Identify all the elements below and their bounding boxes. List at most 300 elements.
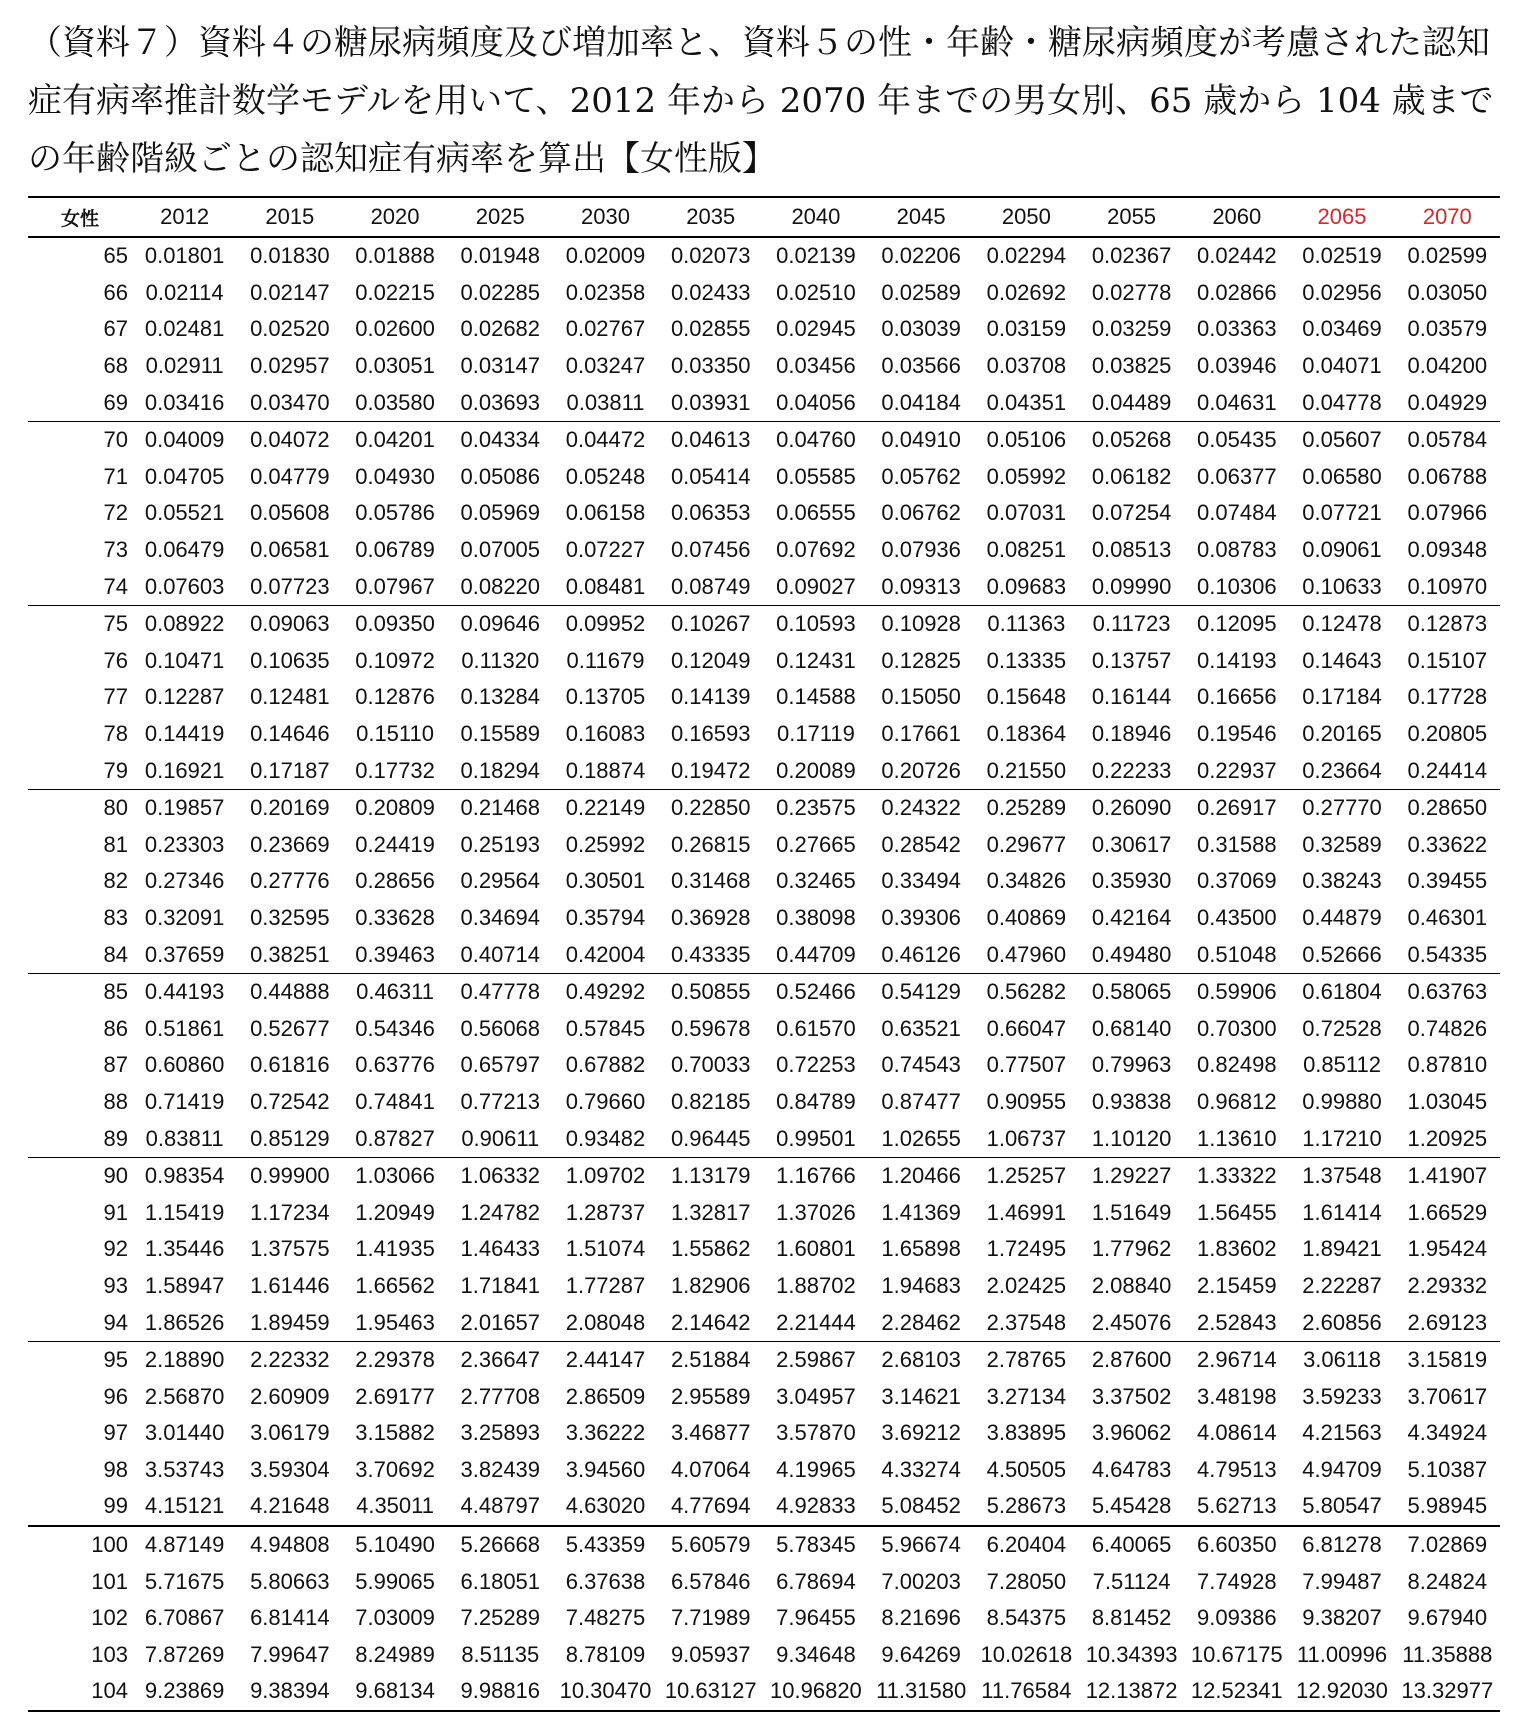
value-cell: 0.46311 — [342, 973, 447, 1010]
value-cell: 0.74841 — [355, 1088, 435, 1114]
value-cell: 1.61446 — [250, 1272, 330, 1298]
value-cell: 0.16921 — [144, 757, 225, 783]
value-cell: 5.99065 — [355, 1568, 435, 1594]
value-cell: 9.68134 — [342, 1673, 447, 1711]
value-cell: 1.86526 — [144, 1309, 225, 1335]
table-header-row — [28, 197, 1500, 237]
value-cell: 0.09063 — [237, 605, 342, 642]
value-cell: 0.03363 — [1197, 316, 1277, 342]
value-cell: 6.60350 — [1184, 1526, 1289, 1564]
age-cell: 84 — [103, 941, 128, 967]
value-cell: 0.25992 — [565, 831, 646, 857]
value-cell: 2.14642 — [670, 1309, 751, 1335]
value-cell: 2.69177 — [355, 1383, 435, 1409]
value-cell: 2.60909 — [250, 1383, 330, 1409]
value-cell: 0.03469 — [1302, 316, 1382, 342]
table-row — [28, 384, 1500, 421]
value-cell: 5.78345 — [763, 1526, 868, 1564]
value-cell: 0.07603 — [144, 573, 225, 599]
age-cell: 88 — [103, 1088, 128, 1114]
value-cell: 5.43359 — [553, 1526, 658, 1564]
value-cell: 0.99880 — [1302, 1088, 1382, 1114]
value-cell: 0.20809 — [342, 789, 447, 826]
value-cell: 1.13610 — [1197, 1125, 1277, 1151]
value-cell: 0.10972 — [355, 647, 435, 673]
value-cell: 11.35888 — [1402, 1641, 1493, 1667]
value-cell: 0.67882 — [565, 1052, 646, 1078]
value-cell: 10.63127 — [658, 1673, 763, 1711]
value-cell: 1.88702 — [776, 1272, 856, 1298]
value-cell: 4.94709 — [1302, 1456, 1382, 1482]
value-cell: 1.16766 — [763, 1157, 868, 1194]
value-cell: 0.83811 — [145, 1125, 224, 1151]
value-cell: 1.51074 — [565, 1236, 646, 1262]
value-cell: 1.29227 — [1079, 1157, 1184, 1194]
value-cell: 13.32977 — [1395, 1673, 1500, 1711]
value-cell: 0.22149 — [553, 789, 658, 826]
value-cell: 10.34393 — [1085, 1641, 1178, 1667]
value-cell: 3.96062 — [1091, 1420, 1172, 1446]
value-cell: 5.08452 — [881, 1493, 961, 1519]
table-row — [28, 348, 1500, 385]
value-cell: 1.82906 — [670, 1272, 751, 1298]
value-cell: 5.28673 — [986, 1493, 1067, 1519]
value-cell: 9.67940 — [1407, 1605, 1488, 1631]
value-cell: 0.05992 — [986, 463, 1067, 489]
value-cell: 0.68140 — [1091, 1015, 1172, 1041]
value-cell: 0.72253 — [776, 1052, 856, 1078]
value-cell: 4.21648 — [250, 1493, 330, 1519]
value-cell: 1.94683 — [881, 1272, 961, 1298]
value-cell: 1.46991 — [986, 1199, 1067, 1225]
value-cell: 0.84789 — [776, 1088, 856, 1114]
value-cell: 0.06182 — [1091, 463, 1172, 489]
value-cell: 0.08220 — [460, 573, 541, 599]
value-cell: 1.20466 — [869, 1157, 974, 1194]
value-cell: 0.43500 — [1197, 904, 1277, 930]
value-cell: 0.04778 — [1302, 389, 1382, 415]
value-cell: 0.02599 — [1407, 243, 1488, 269]
value-cell: 0.12478 — [1289, 605, 1394, 642]
value-cell: 0.17728 — [1407, 684, 1488, 710]
value-cell: 1.15419 — [144, 1199, 225, 1225]
value-cell: 2.08840 — [1091, 1272, 1172, 1298]
table-row — [28, 605, 1500, 642]
value-cell: 0.05248 — [565, 463, 646, 489]
value-cell: 0.03247 — [565, 353, 646, 379]
value-cell: 0.61804 — [1289, 973, 1394, 1010]
value-cell: 0.06762 — [881, 500, 961, 526]
value-cell: 0.04071 — [1302, 353, 1382, 379]
value-cell: 1.06332 — [448, 1157, 553, 1194]
value-cell: 0.04910 — [869, 421, 974, 458]
value-cell: 0.32465 — [776, 868, 856, 894]
table-row — [28, 1637, 1500, 1674]
value-cell: 0.19546 — [1197, 721, 1277, 747]
age-cell: 99 — [103, 1493, 128, 1519]
value-cell: 1.72495 — [986, 1236, 1067, 1262]
value-cell: 0.04334 — [448, 421, 553, 458]
value-cell: 0.40869 — [986, 904, 1067, 930]
table-row — [28, 789, 1500, 826]
value-cell: 7.87269 — [144, 1641, 225, 1667]
value-cell: 0.52677 — [250, 1015, 330, 1041]
value-cell: 1.33322 — [1184, 1157, 1289, 1194]
value-cell: 0.12873 — [1395, 605, 1500, 642]
value-cell: 0.02147 — [250, 279, 330, 305]
value-cell: 7.00203 — [881, 1568, 961, 1594]
value-cell: 0.07456 — [670, 537, 751, 563]
value-cell: 0.90611 — [461, 1125, 540, 1151]
value-cell: 3.06179 — [250, 1420, 330, 1446]
value-cell: 0.38098 — [776, 904, 856, 930]
value-cell: 5.60579 — [658, 1526, 763, 1564]
year-header: 2030 — [553, 197, 658, 237]
value-cell: 0.96812 — [1197, 1088, 1277, 1114]
value-cell: 0.13705 — [565, 684, 646, 710]
value-cell: 0.05969 — [460, 500, 541, 526]
value-cell: 0.37659 — [144, 941, 225, 967]
value-cell: 5.96674 — [869, 1526, 974, 1564]
value-cell: 0.60860 — [144, 1052, 225, 1078]
value-cell: 6.81414 — [250, 1605, 330, 1631]
value-cell: 0.09313 — [881, 573, 961, 599]
value-cell: 1.09702 — [553, 1157, 658, 1194]
table-row — [28, 1378, 1500, 1415]
year-header: 2015 — [237, 197, 342, 237]
value-cell: 0.10635 — [250, 647, 330, 673]
value-cell: 1.37026 — [776, 1199, 856, 1225]
table-row — [28, 568, 1500, 605]
value-cell: 0.25289 — [974, 789, 1079, 826]
value-cell: 2.52843 — [1197, 1309, 1277, 1335]
value-cell: 2.51884 — [658, 1341, 763, 1378]
value-cell: 8.24989 — [355, 1641, 435, 1667]
value-cell: 0.23664 — [1302, 757, 1382, 783]
value-cell: 4.21563 — [1302, 1420, 1382, 1446]
value-cell: 0.30617 — [1091, 831, 1172, 857]
table-row — [28, 1120, 1500, 1157]
value-cell: 0.06788 — [1407, 463, 1488, 489]
value-cell: 0.29677 — [986, 831, 1067, 857]
value-cell: 0.04184 — [881, 389, 961, 415]
value-cell: 0.25193 — [460, 831, 541, 857]
value-cell: 0.07005 — [460, 537, 541, 563]
value-cell: 3.48198 — [1197, 1383, 1277, 1409]
year-header: 2035 — [658, 197, 763, 237]
value-cell: 4.15121 — [144, 1493, 225, 1519]
value-cell: 0.15589 — [460, 721, 541, 747]
table-row — [28, 532, 1500, 569]
value-cell: 0.26917 — [1184, 789, 1289, 826]
value-cell: 0.74826 — [1407, 1015, 1488, 1041]
value-cell: 12.13872 — [1079, 1673, 1184, 1711]
value-cell: 0.03580 — [355, 389, 435, 415]
value-cell: 0.34826 — [986, 868, 1067, 894]
value-cell: 0.02285 — [460, 279, 541, 305]
value-cell: 1.66529 — [1407, 1199, 1488, 1225]
value-cell: 1.10120 — [1091, 1125, 1172, 1151]
document-title: （資料７）資料４の糖尿病頻度及び増加率と、資料５の性・年齢・糖尿病頻度が考慮された認知症有病率推計数学モデルを用いて、2012 年から 2070 年までの男女別、65 歳から 104 歳までの年齢階級ごとの認知症有病率を算出【女性版】 — [28, 23, 1494, 179]
value-cell: 9.23869 — [132, 1673, 237, 1711]
table-row — [28, 1673, 1500, 1711]
value-cell: 1.06737 — [986, 1125, 1067, 1151]
value-cell: 0.10471 — [144, 647, 225, 673]
value-cell: 0.39455 — [1407, 868, 1488, 894]
value-cell: 1.58947 — [144, 1272, 225, 1298]
value-cell: 0.08513 — [1091, 537, 1172, 563]
value-cell: 0.03579 — [1407, 316, 1488, 342]
age-cell: 93 — [103, 1272, 128, 1298]
value-cell: 5.10387 — [1407, 1456, 1488, 1482]
value-cell: 2.45076 — [1091, 1309, 1172, 1335]
value-cell: 2.28462 — [881, 1309, 961, 1335]
value-cell: 0.04705 — [144, 463, 225, 489]
value-cell: 1.46433 — [460, 1236, 541, 1262]
value-cell: 0.04489 — [1091, 389, 1172, 415]
value-cell: 0.31588 — [1197, 831, 1277, 857]
age-cell: 85 — [28, 973, 132, 1010]
value-cell: 0.02358 — [565, 279, 646, 305]
value-cell: 3.36222 — [565, 1420, 646, 1446]
value-cell: 0.21468 — [448, 789, 553, 826]
year-header: 2045 — [869, 197, 974, 237]
value-cell: 1.51649 — [1091, 1199, 1172, 1225]
value-cell: 0.17187 — [250, 757, 330, 783]
value-cell: 0.03931 — [670, 389, 751, 415]
value-cell: 0.02956 — [1302, 279, 1382, 305]
value-cell: 0.16083 — [565, 721, 646, 747]
value-cell: 0.32091 — [144, 904, 225, 930]
value-cell: 1.60801 — [776, 1236, 856, 1262]
value-cell: 2.44147 — [553, 1341, 658, 1378]
value-cell: 0.05086 — [460, 463, 541, 489]
value-cell: 7.48275 — [565, 1605, 646, 1631]
value-cell: 3.37502 — [1091, 1383, 1172, 1409]
value-cell: 0.05414 — [670, 463, 751, 489]
value-cell: 0.03811 — [566, 389, 645, 415]
value-cell: 0.08749 — [670, 573, 751, 599]
value-cell: 0.03708 — [986, 353, 1067, 379]
value-cell: 0.44879 — [1302, 904, 1382, 930]
prevalence-table-container — [28, 196, 1500, 1712]
value-cell: 2.08048 — [565, 1309, 646, 1335]
value-cell: 0.87810 — [1407, 1052, 1488, 1078]
value-cell: 0.99501 — [776, 1125, 856, 1151]
value-cell: 5.26668 — [448, 1526, 553, 1564]
value-cell: 0.71419 — [144, 1088, 225, 1114]
value-cell: 0.02682 — [460, 316, 541, 342]
age-cell: 82 — [103, 868, 128, 894]
value-cell: 0.07031 — [986, 500, 1067, 526]
value-cell: 2.78765 — [974, 1341, 1079, 1378]
value-cell: 2.36647 — [448, 1341, 553, 1378]
value-cell: 0.46301 — [1407, 904, 1488, 930]
age-cell: 69 — [103, 389, 128, 415]
value-cell: 0.10593 — [763, 605, 868, 642]
value-cell: 3.70692 — [355, 1456, 435, 1482]
table-row — [28, 1415, 1500, 1452]
value-cell: 0.02520 — [250, 316, 330, 342]
value-cell: 0.58065 — [1079, 973, 1184, 1010]
value-cell: 3.25893 — [460, 1420, 541, 1446]
value-cell: 0.06789 — [355, 537, 435, 563]
value-cell: 1.35446 — [144, 1236, 225, 1262]
value-cell: 4.79513 — [1197, 1456, 1277, 1482]
value-cell: 0.20089 — [776, 757, 856, 783]
value-cell: 3.59233 — [1302, 1383, 1382, 1409]
value-cell: 0.43335 — [670, 941, 751, 967]
value-cell: 2.56870 — [144, 1383, 225, 1409]
year-header: 2055 — [1079, 197, 1184, 237]
value-cell: 0.77507 — [986, 1052, 1067, 1078]
value-cell: 0.61570 — [776, 1015, 856, 1041]
value-cell: 0.38251 — [250, 941, 330, 967]
age-cell: 92 — [103, 1236, 128, 1262]
value-cell: 0.22233 — [1091, 757, 1172, 783]
value-cell: 0.07254 — [1091, 500, 1172, 526]
value-cell: 0.05786 — [355, 500, 435, 526]
value-cell: 0.01948 — [460, 243, 541, 269]
age-cell: 76 — [103, 647, 128, 673]
value-cell: 0.04056 — [776, 389, 856, 415]
value-cell: 0.13335 — [986, 647, 1067, 673]
value-cell: 1.41907 — [1395, 1157, 1500, 1194]
value-cell: 8.21696 — [881, 1605, 961, 1631]
value-cell: 2.22287 — [1302, 1272, 1382, 1298]
value-cell: 4.35011 — [356, 1493, 434, 1519]
value-cell: 1.89459 — [250, 1309, 330, 1335]
value-cell: 1.83602 — [1197, 1236, 1277, 1262]
table-row — [28, 495, 1500, 532]
value-cell: 0.04351 — [986, 389, 1067, 415]
value-cell: 0.74543 — [881, 1052, 961, 1078]
table-row — [28, 1488, 1500, 1526]
value-cell: 0.27776 — [250, 868, 330, 894]
value-cell: 6.78694 — [776, 1568, 856, 1594]
value-cell: 4.64783 — [1091, 1456, 1172, 1482]
value-cell: 0.14643 — [1302, 647, 1382, 673]
value-cell: 8.81452 — [1091, 1605, 1172, 1631]
value-cell: 0.18364 — [986, 721, 1067, 747]
value-cell: 1.20949 — [355, 1199, 435, 1225]
age-cell: 75 — [28, 605, 132, 642]
year-header: 2020 — [342, 197, 447, 237]
value-cell: 8.51135 — [461, 1641, 540, 1667]
value-cell: 12.52341 — [1184, 1673, 1289, 1711]
value-cell: 0.12049 — [670, 647, 751, 673]
value-cell: 1.17234 — [250, 1199, 330, 1225]
value-cell: 0.44888 — [237, 973, 342, 1010]
table-row — [28, 1194, 1500, 1231]
value-cell: 2.96714 — [1184, 1341, 1289, 1378]
age-cell: 97 — [103, 1420, 128, 1446]
value-cell: 0.03350 — [670, 353, 751, 379]
value-cell: 0.06581 — [250, 537, 330, 563]
age-cell: 73 — [103, 537, 128, 563]
value-cell: 0.15050 — [881, 684, 961, 710]
value-cell: 0.31468 — [670, 868, 751, 894]
value-cell: 0.16656 — [1197, 684, 1277, 710]
value-cell: 0.96445 — [670, 1125, 751, 1151]
year-header: 2065 — [1289, 197, 1394, 237]
value-cell: 0.37069 — [1197, 868, 1277, 894]
value-cell: 0.52466 — [763, 973, 868, 1010]
value-cell: 0.32589 — [1302, 831, 1382, 857]
value-cell: 0.02957 — [250, 353, 330, 379]
value-cell: 0.93838 — [1091, 1088, 1172, 1114]
value-cell: 0.05762 — [881, 463, 961, 489]
value-cell: 2.59867 — [763, 1341, 868, 1378]
value-cell: 2.18890 — [132, 1341, 237, 1378]
value-cell: 0.04779 — [250, 463, 330, 489]
value-cell: 0.85112 — [1303, 1052, 1381, 1078]
value-cell: 2.87600 — [1079, 1341, 1184, 1378]
value-cell: 0.27346 — [144, 868, 225, 894]
value-cell: 10.96820 — [763, 1673, 868, 1711]
value-cell: 0.03416 — [144, 389, 225, 415]
table-row — [28, 1157, 1500, 1194]
value-cell: 0.72542 — [250, 1088, 330, 1114]
value-cell: 3.15819 — [1395, 1341, 1500, 1378]
value-cell: 0.28650 — [1395, 789, 1500, 826]
value-cell: 7.71989 — [670, 1605, 751, 1631]
value-cell: 0.57845 — [565, 1015, 646, 1041]
value-cell: 0.36928 — [670, 904, 751, 930]
value-cell: 0.02442 — [1197, 243, 1277, 269]
value-cell: 7.74928 — [1197, 1568, 1277, 1594]
value-cell: 0.03566 — [881, 353, 961, 379]
value-cell: 0.77213 — [460, 1088, 541, 1114]
value-cell: 0.63763 — [1395, 973, 1500, 1010]
value-cell: 5.80663 — [250, 1568, 330, 1594]
value-cell: 5.71675 — [144, 1568, 225, 1594]
value-cell: 0.09027 — [776, 573, 856, 599]
value-cell: 0.05608 — [250, 500, 330, 526]
value-cell: 3.53743 — [144, 1456, 225, 1482]
value-cell: 6.18051 — [460, 1568, 541, 1594]
table-row — [28, 1563, 1500, 1600]
value-cell: 8.24824 — [1407, 1568, 1488, 1594]
value-cell: 0.05435 — [1184, 421, 1289, 458]
value-cell: 9.38394 — [237, 1673, 342, 1711]
value-cell: 1.41369 — [881, 1199, 961, 1225]
age-cell: 90 — [28, 1157, 132, 1194]
age-cell: 66 — [103, 279, 128, 305]
table-body — [28, 237, 1500, 1711]
value-cell: 0.11363 — [974, 605, 1079, 642]
value-cell: 1.03066 — [342, 1157, 447, 1194]
age-cell: 79 — [103, 757, 128, 783]
value-cell: 0.12431 — [776, 647, 856, 673]
value-cell: 0.09683 — [986, 573, 1067, 599]
value-cell: 0.05106 — [974, 421, 1079, 458]
value-cell: 0.35930 — [1091, 868, 1172, 894]
value-cell: 0.06555 — [776, 500, 856, 526]
table-row — [28, 1526, 1500, 1564]
value-cell: 5.62713 — [1197, 1493, 1277, 1519]
value-cell: 0.27665 — [776, 831, 856, 857]
value-cell: 0.50855 — [658, 973, 763, 1010]
value-cell: 11.76584 — [974, 1673, 1079, 1711]
age-cell: 70 — [28, 421, 132, 458]
value-cell: 0.59906 — [1184, 973, 1289, 1010]
value-cell: 0.51048 — [1197, 941, 1277, 967]
value-cell: 0.54335 — [1407, 941, 1488, 967]
value-cell: 9.09386 — [1197, 1605, 1277, 1631]
value-cell: 0.03470 — [250, 389, 330, 415]
value-cell: 6.57846 — [670, 1568, 751, 1594]
